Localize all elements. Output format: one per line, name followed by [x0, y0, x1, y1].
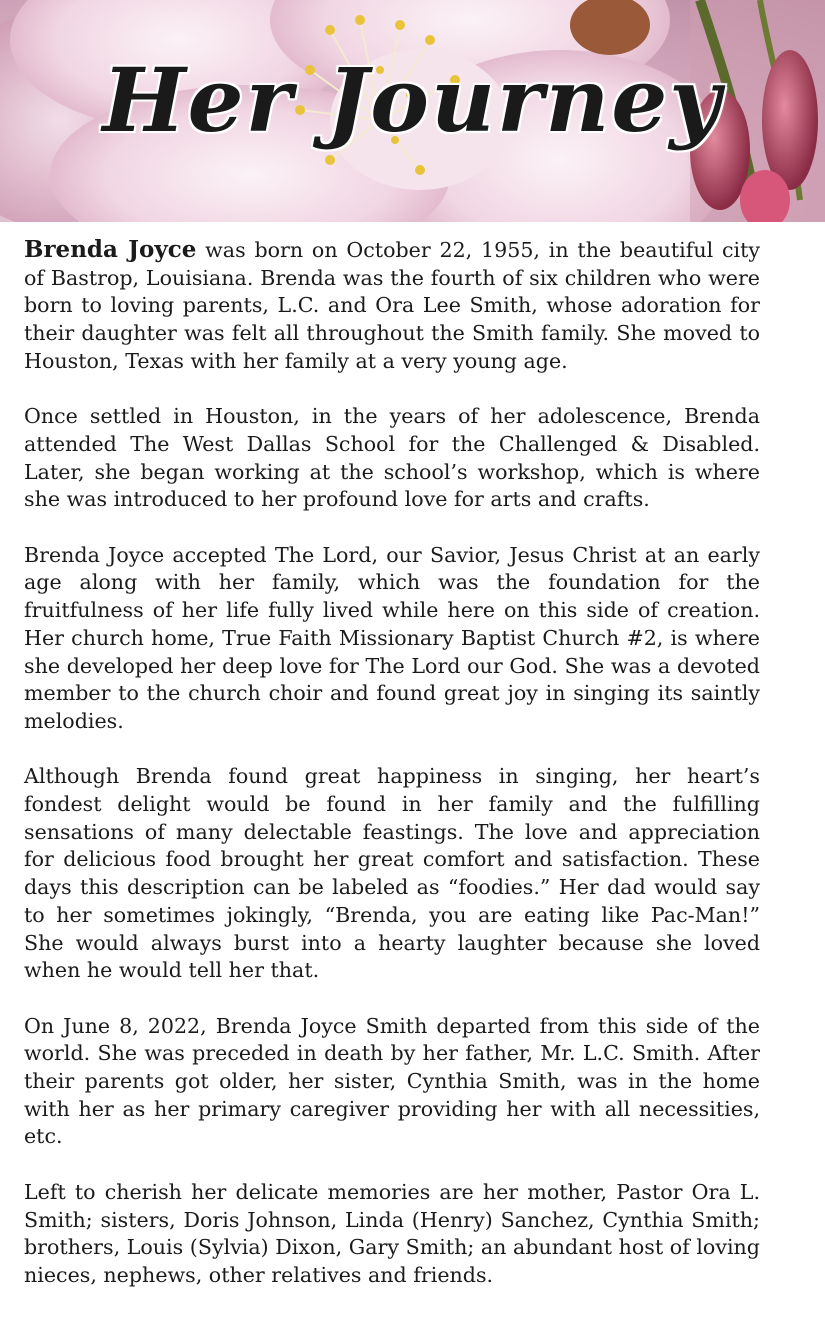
- paragraph-birth: [24, 236, 760, 376]
- paragraph-education: Once settled in Houston, in the years of her adolescence, Brenda attended The West Dallas School for the Challenged & Disabled. Later, she began working at the school’s workshop, which is where she was introduced to her profound love for arts and crafts.: [24, 404, 760, 512]
- paragraph-text: was born on October 22, 1955, in the beautiful city of Bastrop, Louisiana. Brenda was the fourth of six children who were born to loving parents, L.C. and Ora Lee Smith, whose adoration for their daughter was felt all throughout the Smith family. She moved to Houston, Texas with her family at a very young age.: [24, 238, 760, 373]
- page-title: Her Journey: [102, 48, 723, 152]
- obituary-text: [24, 236, 760, 1317]
- paragraph-faith: Brenda Joyce accepted The Lord, our Savior, Jesus Christ at an early age along with her family, which was the foundation for the fruitfulness of her life fully lived while here on this side of creation. Her church home, True Faith Missionary Baptist Church #2, is where she developed her deep love for The Lord our God. She was a devoted member to the church choir and found great joy in singing its saintly melodies.: [24, 542, 760, 733]
- paragraph-passing: On June 8, 2022, Brenda Joyce Smith departed from this side of the world. She was preceded in death by her father, Mr. L.C. Smith. After their parents got older, her sister, Cynthia Smith, was in the home with her as her primary caregiver providing her with all necessities, etc.: [24, 1013, 760, 1149]
- paragraph-survivors: Left to cherish her delicate memories are her mother, Pastor Ora L. Smith; sisters, Doris Johnson, Linda (Henry) Sanchez, Cynthia Smith; brothers, Louis (Sylvia) Dixon, Gary Smith; an abundant host of loving nieces, nephews, other relatives and friends.: [24, 1179, 760, 1287]
- deceased-name: Brenda Joyce: [24, 236, 197, 263]
- paragraph-family-life: Although Brenda found great happiness in singing, her heart’s fondest delight would be found in her family and the fulfilling sensations of many delectable feastings. The love and appreciation for delicious food brought her great comfort and satisfaction. These days this description can be labeled as “foodies.” Her dad would say to her sometimes jokingly, “Brenda, you are eating like Pac-Man!” She would always burst into a hearty laughter because she loved when he would tell her that.: [24, 764, 760, 983]
- header-banner: [0, 0, 825, 222]
